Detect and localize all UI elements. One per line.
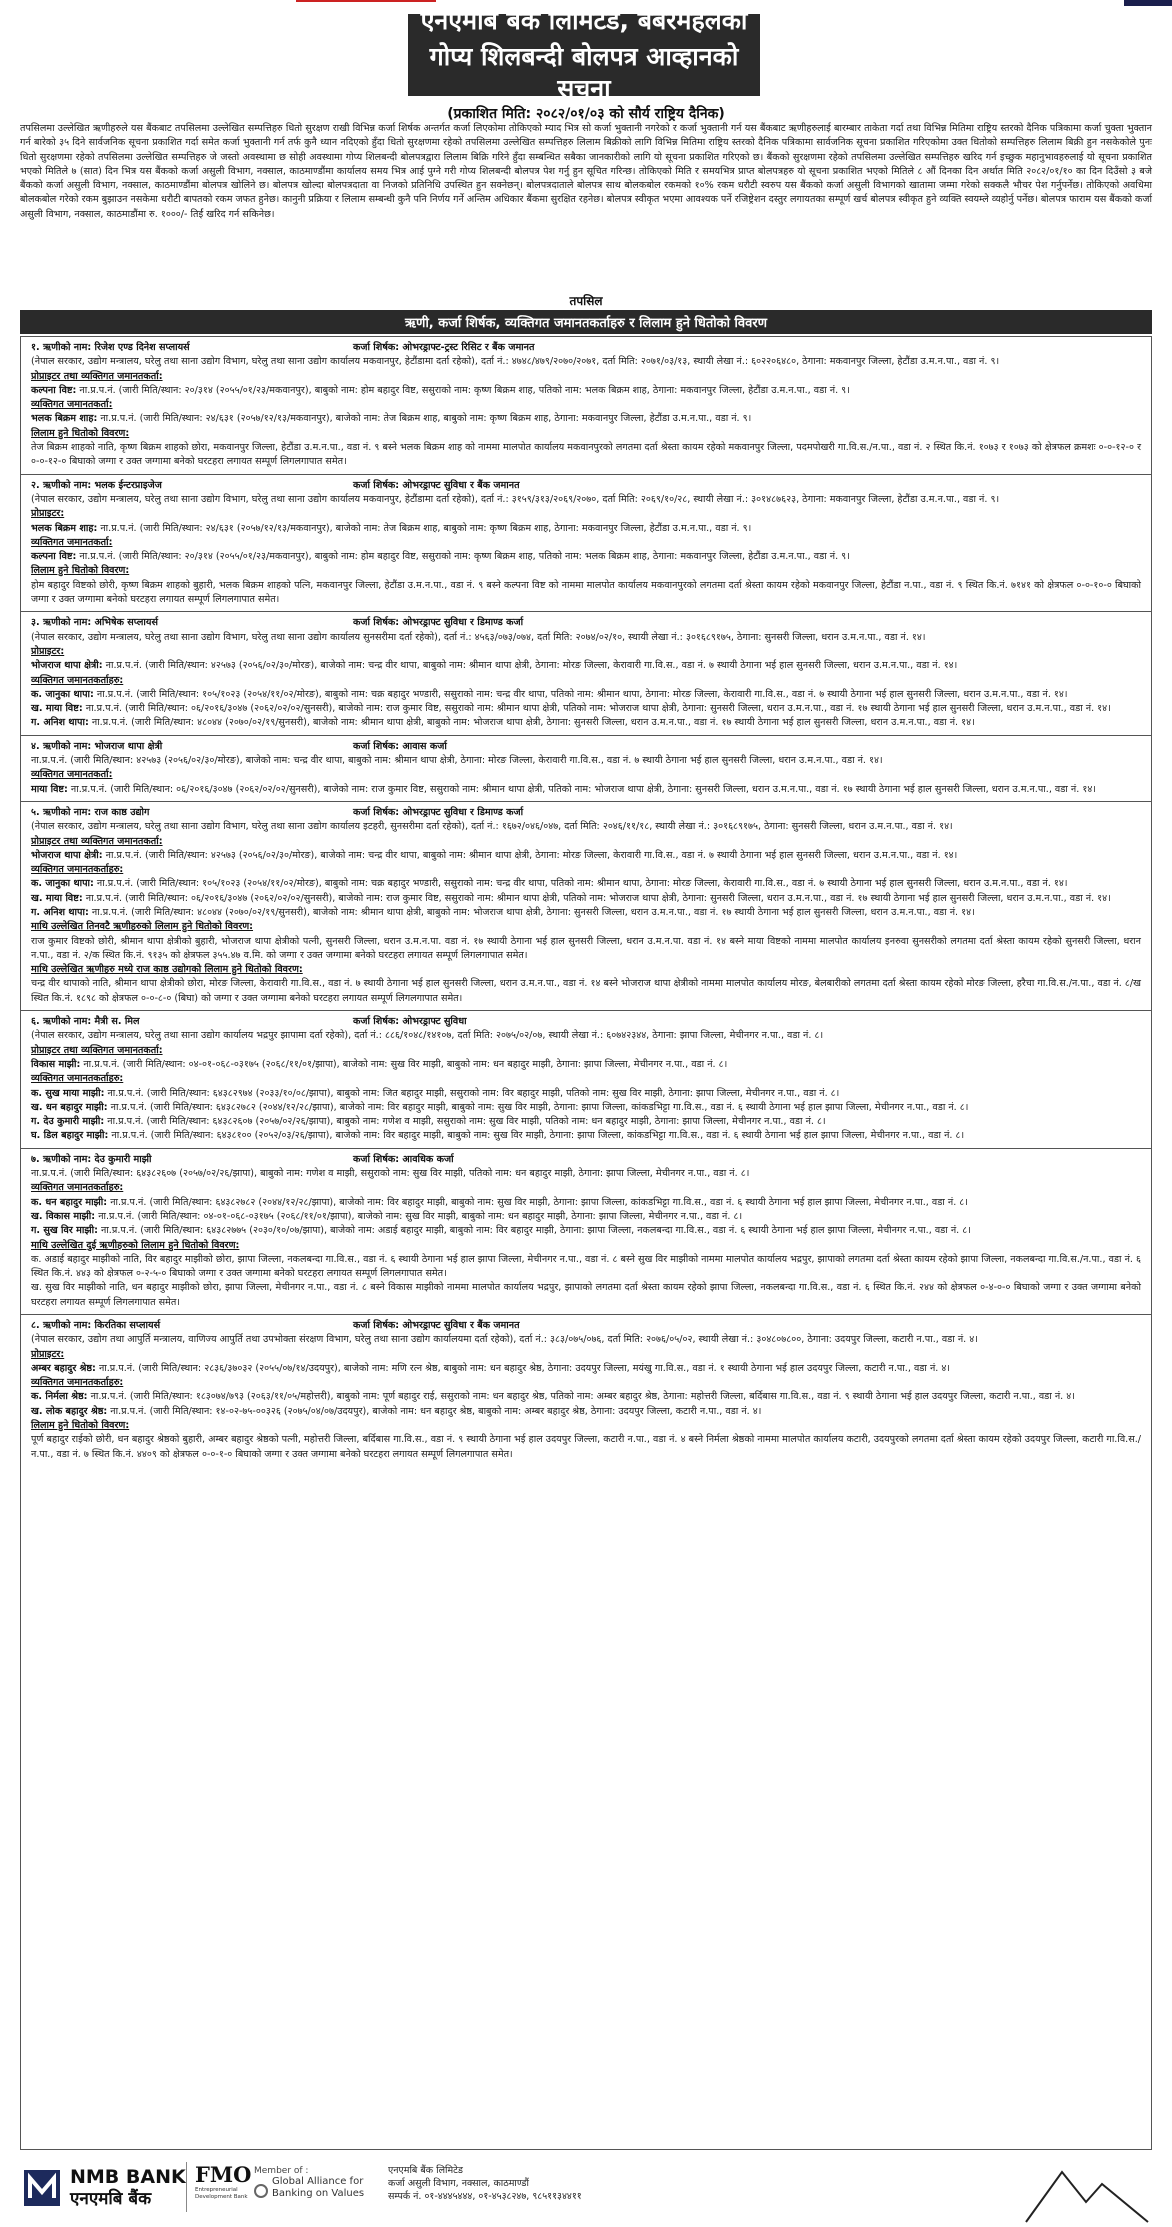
gabv-label: Global Alliance for Banking on Values [272,2176,365,2199]
borrower-name: २. ऋणीको नाम: भलक ईन्टरप्राइजेज [31,479,162,491]
section-heading: प्रोप्राइटर: [31,645,65,657]
loan-type: कर्जा शिर्षक: ओभरड्राफ्ट सुविधा र बैंक जमानत [353,1320,520,1331]
section-heading: व्यक्तिगत जमानतकर्ता: [31,769,113,781]
record-header [31,616,1141,630]
section-line: ग. सुख विर माझी: ना.प्र.प.नं. (जारी मिति/स्थान: ६४३८२७७५ (२०३०/१०/०७/झापा), बाजेको नाम: अडाई बहादुर माझी, बाबुको नाम: विर बहादुर माझी, ठेगाना: झापा जिल्ला, नकलबन्दा गा.वि.स., वडा नं. ६ स्थायी ठेगाना भई हाल झापा जिल्ला, मेचीनगर न.पा., वडा नं. ८। [31,1225,971,1237]
borrower-detail: ना.प्र.प.नं. (जारी मिति/स्थान: ४२५७३ (२०५६/०२/३०/मोरङ), बाजेको नाम: चन्द्र वीर थापा, बाबुको नाम: श्रीमान थापा क्षेत्री, ठेगाना: मोरङ जिल्ला, केरावारी गा.वि.स., वडा नं. ७ स्थायी ठेगाना भई हाल सुनसरी जिल्ला, धरान उ.म.न.पा., वडा नं. १४। [31,755,883,767]
section-line: कल्पना विष्ट: ना.प्र.प.नं. (जारी मिति/स्थान: २०/३१४ (२०५५/०१/२३/मकवानपुर), बाबुको नाम: होम बहादुर विष्ट, ससुराको नाम: कृष्ण बिक्रम शाह, पतिको नाम: भलक बिक्रम शाह, ठेगाना: मकवानपुर जिल्ला, हेटौंडा उ.म.न.पा., वडा नं. ९। [31,551,850,563]
section-line: ख. लोक बहादुर श्रेष्ठ: ना.प्र.प.नं. (जारी मिति/स्थान: १४-०२-७५-००३२६ (२०७५/०४/०७/उदयपुर), बाजेको नाम: धन बहादुर श्रेष्ठ, बाबुको नाम: अम्बर बहादुर श्रेष्ठ, ठेगाना: उदयपुर जिल्ला, कटारी न.पा., वडा नं. ४। [31,1405,762,1417]
section-line: भोजराज थापा क्षेत्री: ना.प्र.प.नं. (जारी मिति/स्थान: ४२५७३ (२०५६/०२/३०/मोरङ), बाजेको नाम: चन्द्र वीर थापा, बाबुको नाम: श्रीमान थापा क्षेत्री, ठेगाना: मोरङ जिल्ला, केरावारी गा.वि.स., वडा नं. ७ स्थायी ठेगाना भई हाल सुनसरी जिल्ला, धरान उ.म.न.पा., वडा नं. १४। [31,849,958,861]
nmb-bank-name-en: NMB BANK [70,2166,186,2188]
footer-address-line3: सम्पर्क नं. ०१-४४४५४४४, ०१-४५३८२४७, ९८५११३४४११ [388,2191,582,2202]
borrower-name: ५. ऋणीको नाम: राज काष्ठ उद्योग [31,806,150,818]
borrower-name: १. ऋणीको नाम: रिजेश एण्ड दिनेश सप्लायर्स [31,342,190,353]
borrower-name: ८. ऋणीको नाम: किरतिका सप्लायर्स [31,1320,161,1331]
borrower-records [20,336,1152,2150]
record-header [31,479,1141,493]
borrower-detail: (नेपाल सरकार, उद्योग मन्त्रालय, घरेलु तथा साना उद्योग विभाग, घरेलु तथा साना उद्योग कार्यालय मकवानपुर, हेटौंडामा दर्ता रहेको), दर्ता नं.: ३१५९/३१३/२०६९/२०७०, दर्ता मिति: २०६९/१०/२८, स्थायी लेखा नं.: ३०१४८७६२३, ठेगाना: मकवानपुर जिल्ला, हेटौंडा उ.म.न.पा., वडा नं. ९। [31,493,1000,505]
notice-title-line2: गोप्य शिलबन्दी बोलपत्र आव्हानको सूचना [429,42,739,103]
section-line: राज कुमार विष्टको छोरी, श्रीमान थापा क्षेत्रीको बुहारी, भोजराज थापा क्षेत्रीको पत्नी, सुनसरी जिल्ला, धरान उ.म.न.पा. वडा नं. १७ स्थायी ठेगाना भई हाल सुनसरी जिल्ला, धरान उ.म.न.पा. वडा नं. १४ बस्ने माया विष्टको नाममा मालपोत कार्यालय इनरुवा सुनसरीको लगतमा दर्ता श्रेस्ता कायम रहेको सुनसरी जिल्ला, धरान न.पा., वडा नं. २/क स्थित कि.नं. ९१३५ को क्षेत्रफल ३५५.४७ व.मि. को जग्गा र उक्त जग्गामा बनेको घरटहरा लगायत सम्पूर्ण लिगलगापात समेत। [31,935,1141,961]
borrower-record [21,1149,1151,1315]
section-heading: माथि उल्लेखित तिनवटै ऋणीहरुको लिलाम हुने धितोको विवरण: [31,921,254,933]
corner-tab [1124,0,1172,6]
section-line: ख. सुख विर माझीको नाति, धन बहादुर माझीको छोरा, झापा जिल्ला, मेचीनगर न.पा., वडा नं. ८ बस्ने विकास माझीको नाममा मालपोत कार्यालय भद्रपुर, झापाको लगतमा दर्ता श्रेस्ता कायम रहेको झापा जिल्ला, नकलबन्दा गा.वि.स., वडा नं. ६ स्थित कि.नं. २४४ को क्षेत्रफल ०-४-०-० बिघाको जग्गा र उक्त जग्गामा बनेको घरटहरा लगायत सम्पूर्ण लिगलगापात समेत। [31,1282,1141,1308]
nmb-bank-name [70,2166,186,2210]
borrower-detail: (नेपाल सरकार, उद्योग मन्त्रालय, घरेलु तथा साना उद्योग विभाग, घरेलु तथा साना उद्योग कार्यालय सुनसरीमा दर्ता रहेको), दर्ता नं.: ४५६३/०७३/०७४, दर्ता मिति: २०७४/०२/१०, स्थायी लेखा नं.: ३०१६८९१७५, ठेगाना: सुनसरी जिल्ला, धरान उ.म.न.पा., वडा नं. १४। [31,631,926,643]
section-line: घ. डिल बहादुर माझी: ना.प्र.प.नं. (जारी मिति/स्थान: ६४३८१०० (२०५२/०३/२६/झापा), बाजेको नाम: विर बहादुर माझी, बाबुको नाम: सुख विर माझी, ठेगाना: झापा जिल्ला, कांकडभिट्टा गा.वि.स., वडा नं. ६ स्थायी ठेगाना भई हाल झापा जिल्ला, मेचीनगर न.पा., वडा नं. ८। [31,1130,965,1142]
borrower-name: ६. ऋणीको नाम: मैत्री स. मिल [31,1016,140,1028]
loan-type: कर्जा शिर्षक: ओभरड्राफ्ट सुविधा र डिमाण्ड कर्जा [353,806,524,818]
section-heading: माथि उल्लेखित ऋणीहरु मध्ये राज काष्ठ उद्योगको लिलाम हुने धितोको विवरण: [31,964,303,976]
section-line: ख. माया विष्ट: ना.प्र.प.नं. (जारी मिति/स्थान: ०६/२०१६/३०४७ (२०६२/०२/०२/सुनसरी), बाजेको नाम: राज कुमार विष्ट, ससुराको नाम: श्रीमान थापा क्षेत्री, पतिको नाम: भोजराज थापा क्षेत्री, ठेगाना: सुनसरी जिल्ला, धरान उ.म.न.पा., वडा नं. १७ स्थायी ठेगाना भई हाल सुनसरी जिल्ला, धरान उ.म.न.पा., वडा नं. १४। [31,892,1111,904]
section-line: क. निर्मला श्रेष्ठ: ना.प्र.प.नं. (जारी मिति/स्थान: १८३०७४/७९३ (२०६३/११/०५/महोत्तरी), बाबुको नाम: पूर्ण बहादुर राई, ससुराको नाम: धन बहादुर श्रेष्ठ, पतिको नाम: अम्बर बहादुर श्रेष्ठ, ठेगाना: महोत्तरी जिल्ला, बर्दिबास गा.वि.स., वडा नं. ९ स्थायी ठेगाना भई हाल उदयपुर जिल्ला, कटारी न.पा., वडा नं. ४। [31,1391,1075,1403]
borrower-name: ७. ऋणीको नाम: देउ कुमारी माझी [31,1153,152,1165]
section-line: ख. विकास माझी: ना.प्र.प.नं. (जारी मिति/स्थान: ०४-०१-०६८-०३१७५ (२०६८/११/०१/झापा), बाजेको नाम: सुख विर माझी, बाबुको नाम: धन बहादुर माझी, ठेगाना: झापा जिल्ला, मेचीनगर न.पा., वडा नं. ८। [31,1210,743,1222]
footer-address [388,2164,582,2203]
record-header [31,341,1141,355]
section-heading: प्रोप्राइटर: [31,1348,65,1360]
section-line: भोजराज थापा क्षेत्री: ना.प्र.प.नं. (जारी मिति/स्थान: ४२५७३ (२०५६/०२/३०/मोरङ), बाजेको नाम: चन्द्र वीर थापा, बाबुको नाम: श्रीमान थापा क्षेत्री, ठेगाना: मोरङ जिल्ला, केरावारी गा.वि.स., वडा नं. ७ स्थायी ठेगाना भई हाल सुनसरी जिल्ला, धरान उ.म.न.पा., वडा नं. १४। [31,660,958,672]
borrower-record [21,1315,1151,1466]
top-edge-mark [296,0,436,2]
footer-address-line2: कर्जा असुली विभाग, नक्साल, काठमाण्डौं [388,2178,529,2189]
section-line: विकास माझी: ना.प्र.प.नं. (जारी मिति/स्थान: ०४-०१-०६८-०३१७५ (२०६८/११/०१/झापा), बाजेको नाम: सुख विर माझी, बाबुको नाम: धन बहादुर माझी, ठेगाना: झापा जिल्ला, मेचीनगर न.पा., वडा नं. ८। [31,1058,728,1070]
nmb-logo-icon [22,2168,62,2208]
section-line: माया विष्ट: ना.प्र.प.नं. (जारी मिति/स्थान: ०६/२०१६/३०४७ (२०६२/०२/०२/सुनसरी), बाजेको नाम: राज कुमार विष्ट, ससुराको नाम: श्रीमान थापा क्षेत्री, पतिको नाम: भोजराज थापा क्षेत्री, ठेगाना: सुनसरी जिल्ला, धरान उ.म.न.पा., वडा नं. १७ स्थायी ठेगाना भई हाल सुनसरी जिल्ला, धरान उ.म.न.पा., वडा नं. १४। [31,783,1096,795]
section-line: होम बहादुर विष्टको छोरी, कृष्ण बिक्रम शाहको बुहारी, भलक बिक्रम शाहको पत्नि, मकवानपुर जिल्ला, हेटौंडा उ.म.न.पा., वडा नं. ९ बस्ने कल्पना विष्ट को नाममा मालपोत कार्यालय मकवानपुरको लगतमा दर्ता श्रेस्ता कायम रहेको मकवानपुर जिल्ला, हेटौंडा न.पा., वडा नं. ९ स्थित कि.नं. ७१४१ को क्षेत्रफल ०-०-१०-० बिघाको जग्गा र उक्त जग्गामा बनेको घरटहरा लगायत सम्पूर्ण लिगलगापात समेत। [31,579,1141,606]
section-line: भलक बिक्रम शाह: ना.प्र.प.नं. (जारी मिति/स्थान: २४/६३१ (२०५७/१२/१३/मकवानपुर), बाजेको नाम: तेज बिक्रम शाह, बाबुको नाम: कृष्ण बिक्रम शाह, ठेगाना: मकवानपुर जिल्ला, हेटौंडा उ.म.न.पा., वडा नं. ९। [31,522,752,534]
section-line: क. जानुका थापा: ना.प्र.प.नं. (जारी मिति/स्थान: १०५/१०२३ (२०५४/११/०२/मोरङ), बाबुको नाम: चक्र बहादुर भण्डारी, ससुराको नाम: चन्द्र वीर थापा, पतिको नाम: श्रीमान थापा, ठेगाना: मोरङ जिल्ला, केरावारी गा.वि.स., वडा नं. ७ स्थायी ठेगाना भई हाल सुनसरी जिल्ला, धरान उ.म.न.पा., वडा नं. १४। [31,688,1068,700]
section-heading: व्यक्तिगत जमानतकर्ता: [31,536,113,548]
borrower-record [21,802,1151,1011]
section-title-bar [20,310,1152,334]
section-line: ग. देउ कुमारी माझी: ना.प्र.प.नं. (जारी मिति/स्थान: ६४३८२६०७ (२०५७/०२/२६/झापा), बाबुको नाम: गणेश व माझी, ससुराको नाम: सुख विर माझी, पतिको नाम: धन बहादुर माझी, ठेगाना: झापा जिल्ला, मेचीनगर न.पा., वडा नं. ८। [31,1116,826,1128]
member-of-label: Member of : [254,2166,309,2176]
decorative-triangle-icon [1022,2158,1152,2224]
section-line: कल्पना विष्ट: ना.प्र.प.नं. (जारी मिति/स्थान: २०/३१४ (२०५५/०१/२३/मकवानपुर), बाबुको नाम: होम बहादुर विष्ट, ससुराको नाम: कृष्ण बिक्रम शाह, पतिको नाम: भलक बिक्रम शाह, ठेगाना: मकवानपुर जिल्ला, हेटौंडा उ.म.न.पा., वडा नं. ९। [31,384,850,396]
section-line: चन्द्र वीर थापाको नाति, श्रीमान थापा क्षेत्रीको छोरा, मोरङ जिल्ला, केरावारी गा.वि.स., वडा नं. ७ स्थायी ठेगाना भई हाल सुनसरी जिल्ला, धरान उ.म.न.पा., वडा नं. १४ बस्ने भोजराज थापा क्षेत्रीको नाममा मालपोत कार्यालय मोरङ, बेलबारीको लगतमा दर्ता श्रेस्ता कायम रहेको मोरङ जिल्ला, हरैचा गा.वि.स./न.पा., वडा नं. ८/ख स्थित कि.नं. १८९८ को क्षेत्रफल ०-०-८-० (बिघा) को जग्गा र उक्त जग्गामा बनेको घरटहरा लगायत सम्पूर्ण लिगलगापात समेत। [31,978,1141,1004]
tapsil-label: तपसिल [569,294,603,308]
borrower-record [21,612,1151,735]
loan-type: कर्जा शिर्षक: ओभरड्राफ्ट सुविधा र डिमाण्ड कर्जा [353,617,524,629]
section-heading: प्रोप्राइटर तथा व्यक्तिगत जमानतकर्ता: [31,370,163,382]
borrower-detail: (नेपाल सरकार, उद्योग तथा आपुर्ति मन्त्रालय, वाणिज्य आपुर्ति तथा उपभोक्ता संरक्षण विभाग, घरेलु तथा साना उद्योग कार्यालयमा दर्ता रहेको), दर्ता नं.: ३८३/०७५/०७६, दर्ता मिति: २०७६/०५/०२, स्थायी लेखा नं.: ३०४८०७८००, ठेगाना: उदयपुर जिल्ला, कटारी न.पा., वडा नं. ४। [31,1334,978,1346]
section-title: ऋणी, कर्जा शिर्षक, व्यक्तिगत जमानतकर्ताहरु र लिलाम हुने धितोको विवरण [404,316,768,331]
record-header [31,1319,1141,1333]
section-heading: लिलाम हुने धितोको विवरण: [31,1420,130,1432]
section-line: ग. अनिश थापा: ना.प्र.प.नं. (जारी मिति/स्थान: ४८०४४ (२०७०/०२/१९/सुनसरी), बाजेको नाम: श्रीमान थापा क्षेत्री, बाबुको नाम: भोजराज थापा क्षेत्री, ठेगाना: सुनसरी जिल्ला, धरान उ.म.न.पा., वडा नं. १७ स्थायी ठेगाना भई हाल सुनसरी जिल्ला, धरान उ.म.न.पा., वडा नं. १४। [31,717,975,729]
footer-address-line1: एनएमबि बैंक लिमिटेड [388,2165,464,2176]
section-line: क. जानुका थापा: ना.प्र.प.नं. (जारी मिति/स्थान: १०५/१०२३ (२०५४/११/०२/मोरङ), बाबुको नाम: चक्र बहादुर भण्डारी, ससुराको नाम: चन्द्र वीर थापा, पतिको नाम: श्रीमान थापा, ठेगाना: मोरङ जिल्ला, केरावारी गा.वि.स., वडा नं. ७ स्थायी ठेगाना भई हाल सुनसरी जिल्ला, धरान उ.म.न.पा., वडा नं. १४। [31,878,1068,890]
borrower-detail: (नेपाल सरकार, उद्योग मन्त्रालय, घरेलु तथा साना उद्योग कार्यालय भद्रपुर झापामा दर्ता रहेको), दर्ता नं.: ८८६/१०४८/१४१०७, दर्ता मिति: २०७५/०२/०७, स्थायी लेखा नं.: ६०७४२३४४, ठेगाना: झापा जिल्ला, मेचीनगर न.पा., वडा नं. ८। [31,1030,824,1042]
loan-type: कर्जा शिर्षक: आवधिक कर्जा [353,1153,454,1165]
section-line: पूर्ण बहादुर राईको छोरी, धन बहादुर श्रेष्ठको बुहारी, अम्बर बहादुर श्रेष्ठको पत्नी, महोत्तरी जिल्ला, बर्दिबास गा.वि.स., वडा नं. ९ स्थायी ठेगाना भई हाल उदयपुर जिल्ला, कटारी न.पा., वडा नं. ४ बस्ने निर्मला श्रेष्ठको नाममा मालपोत कार्यालय कटारी, उदयपुरको लगतमा दर्ता श्रेस्ता कायम रहेको उदयपुर जिल्ला, कटारी गा.वि.स./न.पा., वडा नं. ७ स्थित कि.नं. ४४०९ को क्षेत्रफल ०-०-१-० बिघाको जग्गा र उक्त जग्गामा बनेको घरटहरा लगायत सम्पूर्ण लिगलगापात समेत। [31,1434,1141,1460]
record-header [31,1153,1141,1167]
loan-type: कर्जा शिर्षक: ओभरड्राफ्ट सुविधा र बैंक जमानत [353,479,520,491]
section-line: भलक बिक्रम शाह: ना.प्र.प.नं. (जारी मिति/स्थान: २४/६३१ (२०५७/१२/१३/मकवानपुर), बाजेको नाम: तेज बिक्रम शाह, बाबुको नाम: कृष्ण बिक्रम शाह, ठेगाना: मकवानपुर जिल्ला, हेटौंडा उ.म.न.पा., वडा नं. ९। [31,413,752,425]
section-heading: प्रोप्राइटर तथा व्यक्तिगत जमानतकर्ता: [31,1044,163,1056]
gabv-membership [254,2166,384,2200]
borrower-record [21,337,1151,475]
nmb-bank-name-np: एनएमबि बैंक [70,2189,152,2209]
record-header [31,1015,1141,1029]
section-heading: व्यक्तिगत जमानतकर्ता: [31,399,113,411]
section-line: तेज बिक्रम शाहको नाति, कृष्ण बिक्रम शाहको छोरा, मकवानपुर जिल्ला, हेटौंडा उ.म.न.पा., वडा नं. ९ बस्ने भलक बिक्रम शाह को नाममा मालपोत कार्यालय मकवानपुरको लगतमा दर्ता श्रेस्ता कायम रहेको मकवानपुर जिल्ला, पदमपोखरी गा.वि.स./न.पा., वडा नं. २ स्थित कि.नं. १०७३ र १०७३ को क्षेत्रफल क्रमशः ०-०-१२-० र ०-०-१२-० बिघाको जग्गा र उक्त जग्गामा बनेको घरटहरा लगायत सम्पूर्ण लिगलगापात समेत। [31,442,1141,468]
section-heading: लिलाम हुने धितोको विवरण: [31,565,130,577]
section-heading: व्यक्तिगत जमानतकर्ताहरु: [31,1182,124,1194]
publication-note: (प्रकाशित मिति: २०८२/०१/०३ को सौर्य राष्ट्रिय दैनिक) [447,106,725,122]
borrower-detail: (नेपाल सरकार, उद्योग मन्त्रालय, घरेलु तथा साना उद्योग विभाग, घरेलु तथा साना उद्योग कार्यालय मकवानपुर, हेटौंडामा दर्ता रहेको), दर्ता नं.: ४७४८/४७९/२०७०/२०७१, दर्ता मिति: २०७१/०३/१३, स्थायी लेखा नं.: ६०२२०६४८०, ठेगाना: मकवानपुर जिल्ला, हेटौंडा उ.म.न.पा., वडा नं. ९। [31,356,1000,368]
section-heading: व्यक्तिगत जमानतकर्ताहरु: [31,674,124,686]
section-heading: लिलाम हुने धितोको विवरण: [31,427,130,439]
borrower-record [21,475,1151,613]
notice-title-line1: एनएमबि बैंक लिमिटेड, बबरमहलको [420,6,748,35]
loan-type: कर्जा शिर्षक: ओभरड्राफ्ट सुविधा [353,1016,467,1028]
borrower-record [21,736,1151,802]
intro-paragraph: तपसिलमा उल्लेखित ऋणीहरुले यस बैंकबाट तपसिलमा उल्लेखित सम्पत्तिहरु धितो सुरक्षण राखी विभिन्न कर्जा शिर्षक अन्तर्गत कर्जा लिएकोमा तोकिएको म्याद भित्र सो कर्जा भुक्तानी नगरेको र कर्जा भुक्तानी गर्न यस बैंकबाट ऋणीहरुलाई बारम्बार ताकेता गर्दा तथा विभिन्न मितिमा राष्ट्रिय स्तरको दैनिक पत्रिकामा कर्जा चुक्ता भुक्तान गर्न बारेको ३५ दिने सार्वजनिक सूचना प्रकाशित गर्दा समेत कर्जा भुक्तानी गर्न तर्फ कुनै ध्यान नदिएको हुँदा धितो सुरक्षणमा रहेको तपसिलमा उल्लेखित सम्पत्तिहरु लिलाम बिक्रीको लागि विभिन्न मितिमा राष्ट्रिय स्तरको दैनिक पत्रिकामा सार्वजनिक सूचना प्रकाशित गरिएकोमा उक्त धितोको सम्पत्तिहरु लिलाम बिक्री हुन नसकेकोले पुनः धितो सुरक्षणमा रहेको तपसिलमा उल्लेखित सम्पत्तिहरु जे जस्तो अवस्थामा छ सोही अवस्थामा गोप्य शिलबन्दी बोलपत्रद्वारा लिलाम बिक्रि गरिने हुँदा सम्बन्धित सबैका जानकारीको लागि यो सूचना प्रकाशित गरिएको छ। बैंकको सुरक्षणमा रहेको तपसिलमा उल्लेखित सम्पत्तिहरु खरिद गर्न इच्छुक महानुभावहरुलाई यो सूचना प्रकाशित भएको मितिले ७ (सात) दिन भित्र यस बैंकको कर्जा असुली विभाग, नक्साल, काठमाण्डौंमा कार्यालय समय भित्र आई पुग्ने गरी गोप्य शिलबन्दी बोलपत्र पेश गर्नु हुन सूचित गरिन्छ। तोकिएको मिति र समयभित्र प्राप्त बोलपत्रहरु यो सूचना प्रकाशित भएको मितिले ८ औं दिनका दिन अर्थात मिति २०८२/०१/१० का दिन दिउँसो ३ बजे बैंकको कर्जा असुली विभाग, नक्साल, काठमाण्डौंमा बोलपत्र खोलिने छ। बोलपत्र खोल्दा बोलपत्रदाता वा निजको प्रतिनिधि उपस्थित हुन सक्नेछन्। बोलपत्रदाताले बोलपत्र साथ बोलकबोल रकमको १०% रकम धरौटी स्वरुप यस बैंकको कर्जा असुली विभागको खातामा जम्मा गरेको सक्कलै भौचर पेश गर्नुपर्नेछ। तोकिएको अवधिमा बोलकबोल गरेको रकम बुझाउन नसकेमा धरौटी बापतको रकम जफत हुनेछ। कानुनी प्रक्रिया र लिलाम सम्बन्धी कुनै पनि निर्णय गर्ने अन्तिम अधिकार बैंकमा सुरक्षित रहनेछ। बोलपत्र स्वीकृत भएमा आवश्यक पर्ने रजिष्ट्रेशन दस्तुर लगायतका सम्पूर्ण खर्च बोलपत्र स्वीकृत हुने व्यक्ति स्वयम्ले व्यहोर्नु पर्नेछ। बोलपत्र फाराम यस बैंकको कर्जा असुली विभाग, नक्साल, काठमाडौंमा रु. १०००/- तिर्ई खरिद गर्न सकिनेछ। [20,123,1152,220]
section-heading: प्रोप्राइटर तथा व्यक्तिगत जमानतकर्ता: [31,835,163,847]
section-line: क. अडाई बहादुर माझीको नाति, विर बहादुर माझीको छोरा, झापा जिल्ला, नकलबन्दा गा.वि.स., वडा नं. ६ स्थायी ठेगाना भई हाल झापा जिल्ला, मेचीनगर न.पा., वडा नं. ८ बस्ने सुख विर माझीको नाममा मालपोत कार्यालय भद्रपुर, झापाको लगतमा दर्ता श्रेस्ता कायम रहेको झापा जिल्ला, नकलबन्दा गा.वि.स./न.पा., वडा नं. ६ स्थित कि.नं. ४४३ को क्षेत्रफल ०-२-५-० बिघाको जग्गा र उक्त जग्गामा बनेको घरटहरा लगायत सम्पूर्ण लिगलगापात समेत। [31,1253,1141,1280]
section-heading: व्यक्तिगत जमानतकर्ताहरु: [31,1073,124,1085]
fmo-label: FMO [195,2162,252,2187]
loan-type: कर्जा शिर्षक: ओभरड्राफ्ट-ट्रस्ट रिसिट र बैंक जमानत [353,342,535,353]
borrower-detail: (नेपाल सरकार, उद्योग मन्त्रालय, घरेलु तथा साना उद्योग विभाग, घरेलु तथा साना उद्योग कार्यालय इटहरी, सुनसरीमा दर्ता रहेको), दर्ता नं.: १६७२/०४६/०४७, दर्ता मिति: २०४६/११/१८, स्थायी लेखा नं.: ३०१६८९१७५, ठेगाना: सुनसरी जिल्ला, धरान उ.म.न.पा., वडा नं. १४। [31,821,953,833]
borrower-name: ४. ऋणीको नाम: भोजराज थापा क्षेत्री [31,740,163,752]
record-header [31,806,1141,820]
section-heading: व्यक्तिगत जमानतकर्ताहरु: [31,1377,124,1389]
section-heading: माथि उल्लेखित दुई ऋणीहरुको लिलाम हुने धितोको विवरण: [31,1239,240,1251]
loan-type: कर्जा शिर्षक: आवास कर्जा [353,740,447,752]
section-line: क. धन बहादुर माझी: ना.प्र.प.नं. (जारी मिति/स्थान: ६४३८२७८२ (२०४४/१२/२८/झापा), बाजेको नाम: विर बहादुर माझी, बाबुको नाम: सुख विर माझी, ठेगाना: झापा जिल्ला, कांकडभिट्टा गा.वि.स., वडा नं. ६ स्थायी ठेगाना भई हाल झापा जिल्ला, मेचीनगर न.पा., वडा नं. ८। [31,1196,968,1208]
borrower-detail: ना.प्र.प.नं. (जारी मिति/स्थान: ६४३८२६०७ (२०५७/०२/२६/झापा), बाबुको नाम: गणेश व माझी, ससुराको नाम: सुख विर माझी, पतिको नाम: धन बहादुर माझी, ठेगाना: झापा जिल्ला, मेचीनगर न.पा., वडा नं. ८। [31,1168,750,1180]
notice-title-box [408,6,760,103]
section-heading: प्रोप्राइटर: [31,508,65,520]
section-line: अम्बर बहादुर श्रेष्ठ: ना.प्र.प.नं. (जारी मिति/स्थान: २८३६/३७०३२ (२०५५/०७/१४/उदयपुर), बाजेको नाम: मणि रत्न श्रेष्ठ, बाबुको नाम: धन बहादुर श्रेष्ठ, ठेगाना: उदयपुर जिल्ला, मयंखु गा.वि.स., वडा नं. १ स्थायी ठेगाना भई हाल उदयपुर जिल्ला, कटारी न.पा., वडा नं. ४। [31,1362,951,1374]
section-heading: व्यक्तिगत जमानतकर्ताहरु: [31,864,124,876]
gabv-globe-icon [254,2184,268,2198]
section-line: ख. धन बहादुर माझी: ना.प्र.प.नं. (जारी मिति/स्थान: ६४३८२७८२ (२०४४/१२/२८/झापा), बाजेको नाम: विर बहादुर माझी, बाबुको नाम: सुख विर माझी, ठेगाना: झापा जिल्ला, कांकडभिट्टा गा.वि.स., वडा नं. ६ स्थायी ठेगाना भई हाल झापा जिल्ला, मेचीनगर न.पा., वडा नं. ८। [31,1101,969,1113]
section-line: क. सुख माया माझी: ना.प्र.प.नं. (जारी मिति/स्थान: ६४३८२९७४ (२०३३/१०/०८/झापा), बाबुको नाम: जित बहादुर माझी, ससुराको नाम: विर बहादुर माझी, पतिको नाम: सुख विर माझी, ठेगाना: झापा जिल्ला, मेचीनगर न.पा., वडा नं. ८। [31,1087,840,1099]
borrower-name: ३. ऋणीको नाम: अभिषेक सप्लायर्स [31,617,158,629]
borrower-record [21,1011,1151,1149]
footer [0,2152,1172,2227]
fmo-tagline: Entrepreneurial Development Bank [195,2187,248,2200]
record-header [31,740,1141,754]
fmo-logo [186,2162,252,2212]
section-line: ग. अनिश थापा: ना.प्र.प.नं. (जारी मिति/स्थान: ४८०४४ (२०७०/०२/१९/सुनसरी), बाजेको नाम: श्रीमान थापा क्षेत्री, बाबुको नाम: भोजराज थापा क्षेत्री, ठेगाना: सुनसरी जिल्ला, धरान उ.म.न.पा., वडा नं. १७ स्थायी ठेगाना भई हाल सुनसरी जिल्ला, धरान उ.म.न.पा., वडा नं. १४। [31,906,975,918]
section-line: ख. माया विष्ट: ना.प्र.प.नं. (जारी मिति/स्थान: ०६/२०१६/३०४७ (२०६२/०२/०२/सुनसरी), बाजेको नाम: राज कुमार विष्ट, ससुराको नाम: श्रीमान थापा क्षेत्री, पतिको नाम: भोजराज थापा क्षेत्री, ठेगाना: सुनसरी जिल्ला, धरान उ.म.न.पा., वडा नं. १७ स्थायी ठेगाना भई हाल सुनसरी जिल्ला, धरान उ.म.न.पा., वडा नं. १४। [31,703,1111,715]
